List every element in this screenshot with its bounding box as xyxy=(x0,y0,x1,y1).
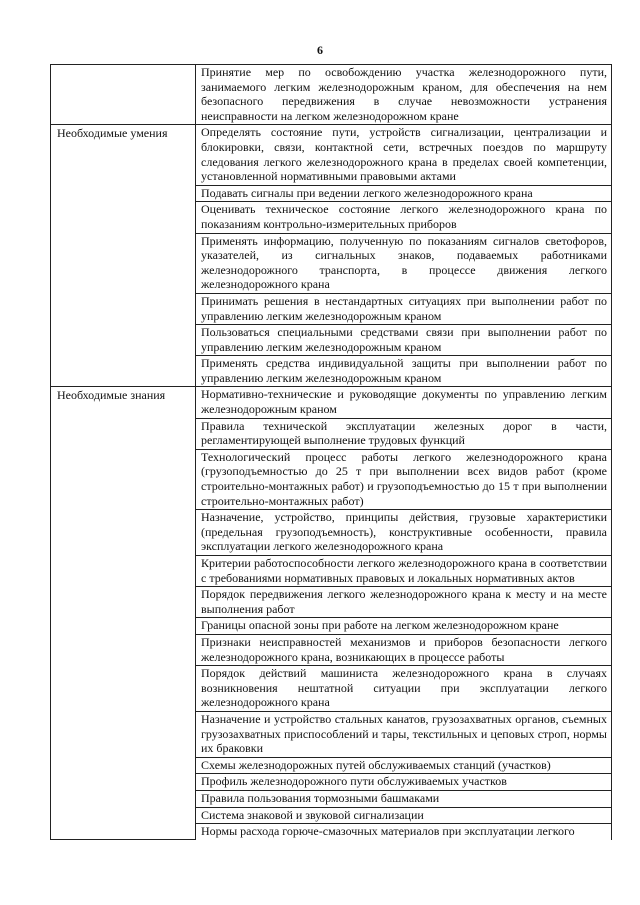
knowledge-item: Правила технической эксплуатации железных дорог в части, регламентирующей выполнение трудовых функций xyxy=(196,418,612,449)
knowledge-item: Назначение, устройство, принципы действия, грузовые характеристики (предельная грузоподъемность), конструктивные особенности, правила эксплуатации легкого железнодорожного крана xyxy=(196,510,612,556)
table-row xyxy=(51,387,612,418)
table-row xyxy=(51,125,612,185)
page-number: 6 xyxy=(317,43,323,57)
skill-item: Определять состояние пути, устройств сигнализации, централизации и блокировки, связи, контактной сети, встречных поездов по маршруту следования легкого железнодорожного крана в пределах своей компетенции, установленной нормативными правовыми актами xyxy=(196,125,612,185)
skill-item: Применять информацию, полученную по показаниям сигналов светофоров, указателей, из сигнальных знаков, подаваемых работниками железнодорожного транспорта, в процессе движения легкого железнодорожного крана xyxy=(196,233,612,293)
knowledge-item: Назначение и устройство стальных канатов, грузозахватных органов, съемных грузозахватных приспособлений и тары, текстильных и цеповых строп, нормы их браковки xyxy=(196,711,612,757)
skill-item: Пользоваться специальными средствами связи при выполнении работ по управлению легким железнодорожным краном xyxy=(196,325,612,356)
knowledge-item: Границы опасной зоны при работе на легком железнодорожном кране xyxy=(196,618,612,635)
knowledge-item: Схемы железнодорожных путей обслуживаемых станций (участков) xyxy=(196,757,612,774)
knowledge-item: Правила пользования тормозными башмаками xyxy=(196,790,612,807)
knowledge-item: Критерии работоспособности легкого железнодорожного крана в соответствии с требованиями нормативных правовых и локальных нормативных актов xyxy=(196,556,612,587)
knowledge-item: Профиль железнодорожного пути обслуживаемых участков xyxy=(196,774,612,791)
skill-item: Оценивать техническое состояние легкого железнодорожного крана по показаниям контрольно-измерительных приборов xyxy=(196,202,612,233)
skill-item: Применять средства индивидуальной защиты при выполнении работ по управлению легким железнодорожным краном xyxy=(196,356,612,387)
knowledge-item: Нормы расхода горюче-смазочных материалов при эксплуатации легкого xyxy=(196,824,612,840)
requirements-table xyxy=(50,64,612,840)
empty-label-cell xyxy=(51,65,196,125)
skills-label: Необходимые умения xyxy=(51,125,196,387)
knowledge-item: Система знаковой и звуковой сигнализации xyxy=(196,807,612,824)
knowledge-label: Необходимые знания xyxy=(51,387,196,840)
knowledge-item: Порядок передвижения легкого железнодорожного крана к месту и на месте выполнения работ xyxy=(196,587,612,618)
table-row xyxy=(51,65,612,125)
knowledge-item: Порядок действий машиниста железнодорожного крана в случаях возникновения нештатной ситуации при эксплуатации легкого железнодорожного крана xyxy=(196,666,612,712)
skill-item: Подавать сигналы при ведении легкого железнодорожного крана xyxy=(196,185,612,202)
knowledge-item: Нормативно-технические и руководящие документы по управлению легким железнодорожным краном xyxy=(196,387,612,418)
continuation-cell: Принятие мер по освобождению участка железнодорожного пути, занимаемого легким железнодорожным краном, для обеспечения на нем безопасного передвижения в случае невозможности устранения неисправности на легком железнодорожном кране xyxy=(196,65,612,125)
knowledge-item: Признаки неисправностей механизмов и приборов безопасности легкого железнодорожного крана, возникающих в процессе работы xyxy=(196,634,612,665)
skill-item: Принимать решения в нестандартных ситуациях при выполнении работ по управлению легким железнодорожным краном xyxy=(196,293,612,324)
knowledge-item: Технологический процесс работы легкого железнодорожного крана (грузоподъемностью до 25 т при выполнении всех видов работ (кроме строительно-монтажных работ) и грузоподъемностью до 15 т при выполнении строительно-монтажных работ) xyxy=(196,449,612,509)
